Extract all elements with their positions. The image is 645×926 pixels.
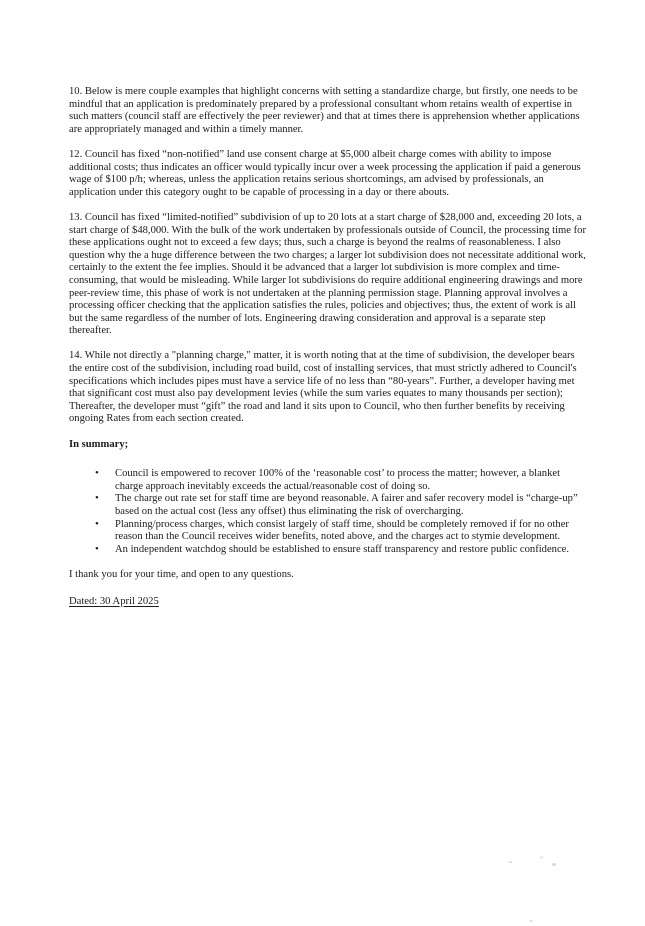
bullet-text: Council is empowered to recover 100% of the ‘reasonable cost’ to process the matter; however, a blanket charge approach inevitably exceeds the actual/reasonable cost of doing so. <box>115 468 561 492</box>
scan-speck <box>529 920 533 922</box>
bullet-icon: • <box>95 542 99 555</box>
list-item <box>69 493 588 518</box>
summary-bullet-list <box>69 468 588 556</box>
bullet-icon: • <box>95 492 99 505</box>
paragraph-14: 14. While not directly a "planning charge," matter, it is worth noting that at the time of subdivision, the developer bears the entire cost of the subdivision, including road build, cost of installing services, that must strictly adhered to Council's specifications which includes pipes must have a service life of no less than “80-years”. Further, a developer having met that significant cost must also pay development levies (while the sum varies equates to many thousands per section); Thereafter, the developer must “gift” the road and land it sits upon to Council, who then further benefits by receiving ongoing Rates from each section created. <box>69 350 577 425</box>
scan-speck <box>509 861 512 863</box>
bullet-icon: • <box>95 467 99 480</box>
scan-speck <box>552 863 556 866</box>
scan-speck <box>540 856 543 859</box>
bullet-text: The charge out rate set for staff time are beyond reasonable. A fairer and safer recovery model is “charge-up” based on the actual cost (less any offset) thus eliminating the risk of overcharging. <box>115 493 578 517</box>
list-item <box>69 519 588 544</box>
list-item <box>69 468 588 493</box>
bullet-text: Planning/process charges, which consist largely of staff time, should be completely removed if for no other reason than the Council receives wider benefits, noted above, and the charges act to stymie development. <box>115 518 569 543</box>
bullet-text: An independent watchdog should be established to ensure staff transparency and restore public confidence. <box>115 543 570 555</box>
closing-line: I thank you for your time, and open to any questions. <box>69 568 294 580</box>
paragraph-10: 10. Below is mere couple examples that highlight concerns with setting a standardize charge, but firstly, one needs to be mindful that an application is predominately prepared by a professional consultant whom retains wealth of expertise in such matters (council staff are effectively the peer reviewer) and that at times there is apprehension whether applications are appropriately managed and within a timely manner. <box>69 86 580 135</box>
summary-heading: In summary; <box>69 438 129 450</box>
list-item <box>69 544 588 557</box>
paragraph-12: 12. Council has fixed “non-notified” land use consent charge at $5,000 albeit charge comes with ability to impose additional costs; thus indicates an officer would typically incur over a week processing the application if paid a generous wage of $100 p/h; whereas, unless the application retains serious shortcomings, am advised by professionals, an application under this category ought to be capable of processing in a day or there abouts. <box>69 148 581 198</box>
bullet-icon: • <box>95 517 99 530</box>
paragraph-13: 13. Council has fixed “limited-notified” subdivision of up to 20 lots at a start charge of $28,000 and, exceeding 20 lots, a start charge of $48,000. With the bulk of the work undertaken by professionals outside of Council, the processing time for these applications ought not to exceed a few days; thus, such a charge is beyond the realms of reasonableness. I also question why the a huge difference between the two charges; a larger lot subdivision does not necessitate additional work, certainly to the extent the fee implies. Should it be advanced that a larger lot subdivision is more complex and time-consuming, that would be misleading. While larger lot subdivisions do require additional engineering drawings and more peer-review time, this phase of work is not undertaken at the planning permission stage. Planning approval involves a processing officer checking that the application satisfies the rules, policies and objectives; thus, the extent of work is all but the same regardless of the number of lots. Engineering drawing consideration and approval is a separate step thereafter. <box>69 211 586 337</box>
dated-line: Dated: 30 April 2025 <box>69 595 159 607</box>
